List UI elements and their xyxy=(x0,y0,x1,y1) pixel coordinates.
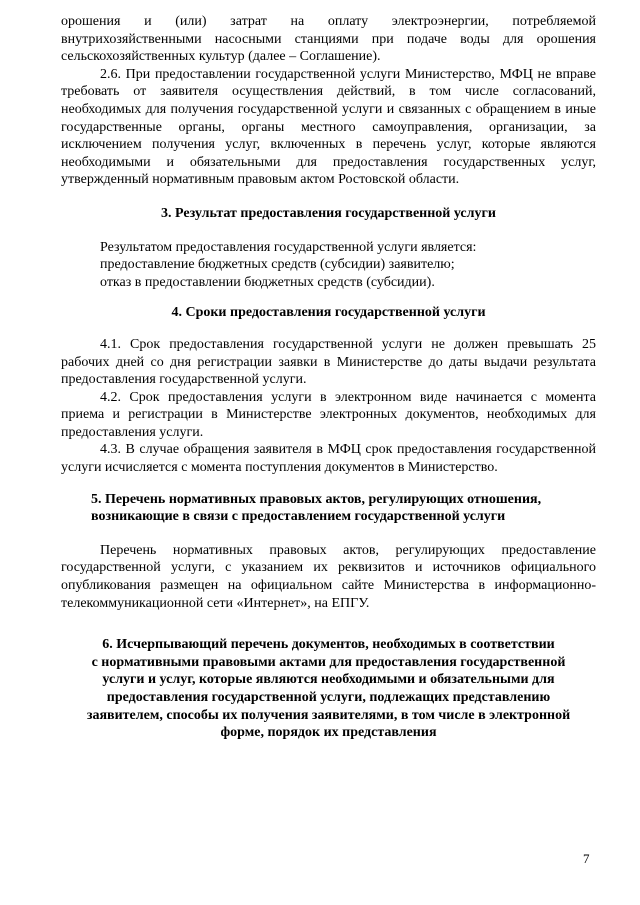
section-3-line: Результатом предоставления государственной услуги является: xyxy=(100,239,477,255)
page-number: 7 xyxy=(583,851,590,866)
paragraph-4-2: 4.2. Срок предоставления услуги в электронном виде начинается с момента приема и регистрации в Министерстве электронных документов, необходимых для предоставления услуги. xyxy=(61,389,596,440)
paragraph-2-6: 2.6. При предоставлении государственной услуги Министерство, МФЦ не вправе требовать от заявителя осуществления действий, в том числе согласований, необходимых для получения государственной услуги и связанных с обращением в иные государственные органы, органы местного самоуправления, организации, за исключением получения услуг, включенных в перечень услуг, которые являются необходимыми и обязательными для предоставления государственных услуг, утвержденный нормативным правовым актом Ростовской области. xyxy=(61,66,596,188)
section-3-result-list xyxy=(61,239,596,292)
section-6-heading-line: предоставления государственной услуги, подлежащих представлению xyxy=(106,690,551,705)
section-5-heading-line: возникающие в связи с предоставлением государственной услуги xyxy=(91,509,506,525)
continuation-paragraph: орошения и (или) затрат на оплату электроэнергии, потребляемой внутрихозяйственными насосными станциями при подаче воды для орошения сельскохозяйственных культур (далее – Соглашение). xyxy=(61,14,596,65)
section-3-line: предоставление бюджетных средств (субсидии) заявителю; xyxy=(100,257,455,273)
section-5-heading xyxy=(61,491,596,526)
section-5-paragraph: Перечень нормативных правовых актов, регулирующих предоставление государственной услуги, с указанием их реквизитов и источников официального опубликования размещен на официальном сайте Министерства в информационно-телекоммуникационной сети «Интернет», на ЕПГУ. xyxy=(61,542,596,611)
section-6-heading-line: 6. Исчерпывающий перечень документов, необходимых в соответствии xyxy=(102,637,555,653)
section-6-heading xyxy=(61,636,596,742)
section-6-heading-line: с нормативными правовыми актами для предоставления государственной xyxy=(91,654,566,670)
section-5-heading-line: 5. Перечень нормативных правовых актов, регулирующих отношения, xyxy=(91,491,542,507)
paragraph-4-3: 4.3. В случае обращения заявителя в МФЦ срок предоставления государственной услуги исчисляется с момента поступления документов в Министерство. xyxy=(61,442,596,476)
section-3-line: отказ в предоставлении бюджетных средств (субсидии). xyxy=(100,274,435,290)
paragraph-4-1: 4.1. Срок предоставления государственной услуги не должен превышать 25 рабочих дней со дня регистрации заявки в Министерстве до даты выдачи результата предоставления государственной услуги. xyxy=(61,336,596,388)
section-6-heading-line: форме, порядок их представления xyxy=(220,725,437,741)
section-4-heading: 4. Сроки предоставления государственной услуги xyxy=(171,305,486,321)
document-page xyxy=(61,13,596,742)
section-6-heading-line: заявителем, способы их получения заявителями, в том числе в электронной xyxy=(86,707,571,723)
section-6-heading-line: услуги и услуг, которые являются необходимыми и обязательными для xyxy=(102,672,555,688)
section-3-heading: 3. Результат предоставления государственной услуги xyxy=(161,205,496,221)
